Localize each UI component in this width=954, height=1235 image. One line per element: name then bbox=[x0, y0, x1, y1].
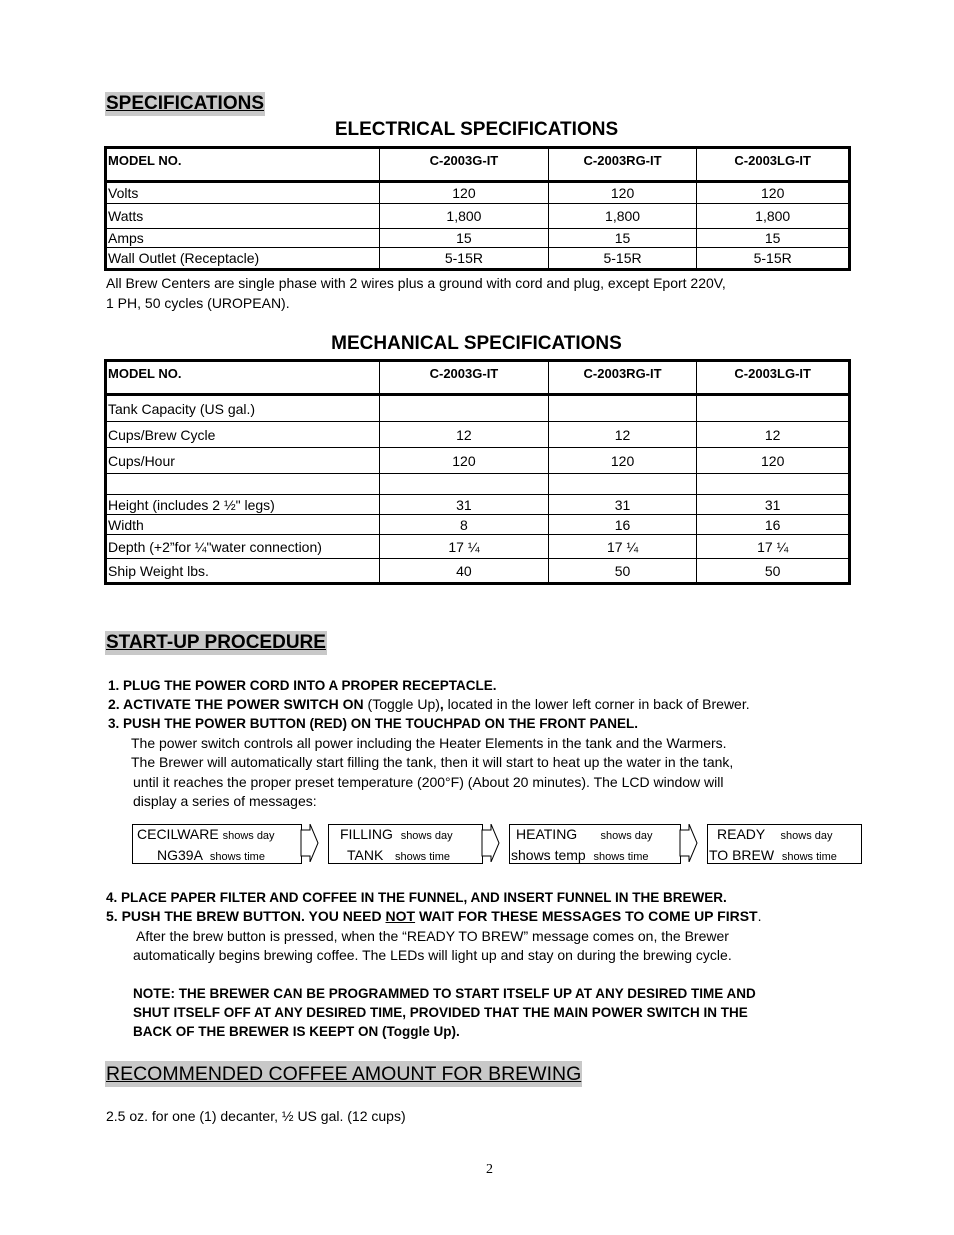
table-cell: 31 bbox=[697, 495, 850, 515]
step-5-dot: . bbox=[757, 908, 762, 924]
table-row bbox=[106, 495, 850, 515]
table-header-cell: C-2003LG-IT bbox=[697, 148, 850, 182]
table-cell bbox=[380, 474, 549, 495]
right-arrow-icon bbox=[481, 824, 501, 862]
step-4: 4. PLACE PAPER FILTER AND COFFEE IN THE FUNNEL, AND INSERT FUNNEL IN THE BREWER. bbox=[106, 890, 727, 905]
table-cell: 16 bbox=[697, 515, 850, 535]
table-cell: Depth (+2”for ¼"water connection) bbox=[106, 535, 380, 559]
table-row bbox=[106, 248, 850, 270]
step-5-line2: After the brew button is pressed, when the “READY TO BREW” message comes on, the Brewer bbox=[136, 928, 729, 944]
table-cell: 120 bbox=[380, 182, 549, 204]
table-cell: Height (includes 2 ½" legs) bbox=[106, 495, 380, 515]
table-cell bbox=[380, 395, 549, 422]
table-cell: Tank Capacity (US gal.) bbox=[106, 395, 380, 422]
table-cell: Wall Outlet (Receptacle) bbox=[106, 248, 380, 270]
table-cell bbox=[548, 474, 697, 495]
mechanical-table bbox=[104, 359, 851, 585]
startup-para-line1: The power switch controls all power including the Heater Elements in the tank and the Warmers. bbox=[131, 735, 727, 751]
step-2-rest: located in the lower left corner in back of Brewer. bbox=[443, 696, 750, 712]
step-5 bbox=[106, 907, 761, 926]
coffee-heading: RECOMMENDED COFFEE AMOUNT FOR BREWING bbox=[106, 1063, 582, 1085]
table-cell: Volts bbox=[106, 182, 380, 204]
msg-line2: TANK bbox=[347, 847, 384, 863]
coffee-amount: 2.5 oz. for one (1) decanter, ½ US gal. (12 cups) bbox=[106, 1108, 406, 1124]
table-cell: Width bbox=[106, 515, 380, 535]
table-header-cell: MODEL NO. bbox=[106, 148, 380, 182]
table-row bbox=[106, 182, 850, 204]
table-header-cell: C-2003LG-IT bbox=[697, 361, 850, 395]
step-2 bbox=[108, 695, 750, 714]
step-1: 1. PLUG THE POWER CORD INTO A PROPER RECEPTACLE. bbox=[108, 678, 497, 693]
table-cell: 5-15R bbox=[697, 248, 850, 270]
right-arrow-icon bbox=[300, 824, 320, 862]
table-cell: 31 bbox=[548, 495, 697, 515]
table-cell: 16 bbox=[548, 515, 697, 535]
step-5-not: NOT bbox=[385, 908, 416, 924]
table-cell: Watts bbox=[106, 204, 380, 229]
msg-line2-small: shows time bbox=[593, 851, 649, 863]
msg-line2: TO BREW bbox=[709, 847, 775, 863]
table-header-cell: C-2003G-IT bbox=[380, 361, 549, 395]
table-row bbox=[106, 422, 850, 448]
table-cell: Cups/Brew Cycle bbox=[106, 422, 380, 448]
startup-para-line4: display a series of messages: bbox=[133, 793, 317, 809]
table-cell: 12 bbox=[380, 422, 549, 448]
note-line1: NOTE: THE BREWER CAN BE PROGRAMMED TO START ITSELF UP AT ANY DESIRED TIME AND bbox=[133, 986, 756, 1001]
msg-line2-small: shows time bbox=[394, 851, 451, 863]
lcd-message-cecilware bbox=[132, 824, 302, 864]
table-header-row bbox=[106, 148, 850, 182]
table-cell bbox=[548, 395, 697, 422]
table-cell: 1,800 bbox=[380, 204, 549, 229]
msg-line1-small: shows day bbox=[400, 830, 453, 842]
table-cell: 15 bbox=[697, 229, 850, 248]
step-2-comma: , bbox=[439, 696, 444, 712]
table-row bbox=[106, 229, 850, 248]
table-cell: 120 bbox=[548, 448, 697, 474]
msg-line1-small: shows day bbox=[600, 830, 653, 842]
electrical-table bbox=[104, 146, 851, 271]
step-5-part-a: 5. PUSH THE BREW BUTTON. YOU NEED bbox=[106, 908, 386, 924]
startup-para-line2: The Brewer will automatically start filling the tank, then it will start to heat up the water in the tank, bbox=[131, 754, 734, 770]
msg-line1: READY bbox=[717, 826, 765, 842]
table-cell: 1,800 bbox=[548, 204, 697, 229]
electrical-note-line2: 1 PH, 50 cycles (UROPEAN). bbox=[106, 295, 290, 311]
table-cell bbox=[106, 474, 380, 495]
table-cell: Cups/Hour bbox=[106, 448, 380, 474]
lcd-message-ready bbox=[707, 824, 862, 864]
table-cell: 120 bbox=[380, 448, 549, 474]
msg-line1-small: shows day bbox=[222, 830, 275, 842]
msg-line2-small: shows time bbox=[781, 851, 837, 863]
startup-para-line3: until it reaches the proper preset temperature (200°F) (About 20 minutes). The LCD window will bbox=[133, 774, 724, 790]
table-row bbox=[106, 535, 850, 559]
table-cell: 50 bbox=[548, 559, 697, 584]
table-header-row bbox=[106, 361, 850, 395]
table-row bbox=[106, 204, 850, 229]
step-2-toggle: (Toggle Up) bbox=[363, 696, 440, 712]
table-cell: 15 bbox=[380, 229, 549, 248]
page-number: 2 bbox=[486, 1162, 493, 1177]
table-cell: 50 bbox=[697, 559, 850, 584]
table-header-cell: C-2003G-IT bbox=[380, 148, 549, 182]
table-cell bbox=[697, 395, 850, 422]
table-cell: 40 bbox=[380, 559, 549, 584]
table-row bbox=[106, 515, 850, 535]
table-cell: 17 ¼ bbox=[697, 535, 850, 559]
msg-line2: NG39A bbox=[157, 847, 203, 863]
msg-line2: shows temp bbox=[511, 847, 586, 863]
msg-line1-small: shows day bbox=[780, 830, 833, 842]
note-line2: SHUT ITSELF OFF AT ANY DESIRED TIME, PROVIDED THAT THE MAIN POWER SWITCH IN THE bbox=[133, 1005, 748, 1020]
table-cell: 31 bbox=[380, 495, 549, 515]
electrical-title: ELECTRICAL SPECIFICATIONS bbox=[334, 119, 619, 140]
step-5-part-b: WAIT FOR THESE MESSAGES TO COME UP FIRST bbox=[415, 908, 758, 924]
table-header-cell: C-2003RG-IT bbox=[548, 361, 697, 395]
right-arrow-icon bbox=[679, 824, 699, 862]
table-header-cell: C-2003RG-IT bbox=[548, 148, 697, 182]
table-cell: 5-15R bbox=[548, 248, 697, 270]
table-cell: 15 bbox=[548, 229, 697, 248]
step-5-line3: automatically begins brewing coffee. The LEDs will light up and stay on during the brewing cycle. bbox=[133, 947, 732, 963]
table-cell: 120 bbox=[548, 182, 697, 204]
table-cell bbox=[697, 474, 850, 495]
step-3: 3. PUSH THE POWER BUTTON (RED) ON THE TOUCHPAD ON THE FRONT PANEL. bbox=[108, 716, 639, 731]
table-row bbox=[106, 395, 850, 422]
table-cell: 12 bbox=[697, 422, 850, 448]
table-header-cell: MODEL NO. bbox=[106, 361, 380, 395]
table-cell: 120 bbox=[697, 448, 850, 474]
table-cell: 1,800 bbox=[697, 204, 850, 229]
note-line3: BACK OF THE BREWER IS KEEPT ON (Toggle Up). bbox=[133, 1024, 460, 1039]
table-cell: 12 bbox=[548, 422, 697, 448]
mechanical-title: MECHANICAL SPECIFICATIONS bbox=[331, 333, 622, 354]
table-cell: Amps bbox=[106, 229, 380, 248]
table-cell: Ship Weight lbs. bbox=[106, 559, 380, 584]
table-cell: 17 ¼ bbox=[380, 535, 549, 559]
table-cell: 8 bbox=[380, 515, 549, 535]
startup-heading: START-UP PROCEDURE bbox=[106, 632, 326, 653]
lcd-message-heating bbox=[509, 824, 681, 864]
table-cell: 120 bbox=[697, 182, 850, 204]
lcd-message-filling bbox=[328, 824, 483, 864]
table-cell: 5-15R bbox=[380, 248, 549, 270]
table-row bbox=[106, 559, 850, 584]
step-2-bold: 2. ACTIVATE THE POWER SWITCH ON bbox=[108, 696, 364, 712]
specifications-heading: SPECIFICATIONS bbox=[106, 93, 264, 114]
electrical-note-line1: All Brew Centers are single phase with 2 wires plus a ground with cord and plug, except Eport 220V, bbox=[106, 275, 726, 291]
table-cell: 17 ¼ bbox=[548, 535, 697, 559]
table-row bbox=[106, 448, 850, 474]
msg-line1: FILLING bbox=[340, 826, 393, 842]
msg-line1: HEATING bbox=[516, 826, 578, 842]
msg-line2-small: shows time bbox=[209, 851, 265, 863]
msg-line1: CECILWARE bbox=[137, 826, 219, 842]
table-row bbox=[106, 474, 850, 495]
